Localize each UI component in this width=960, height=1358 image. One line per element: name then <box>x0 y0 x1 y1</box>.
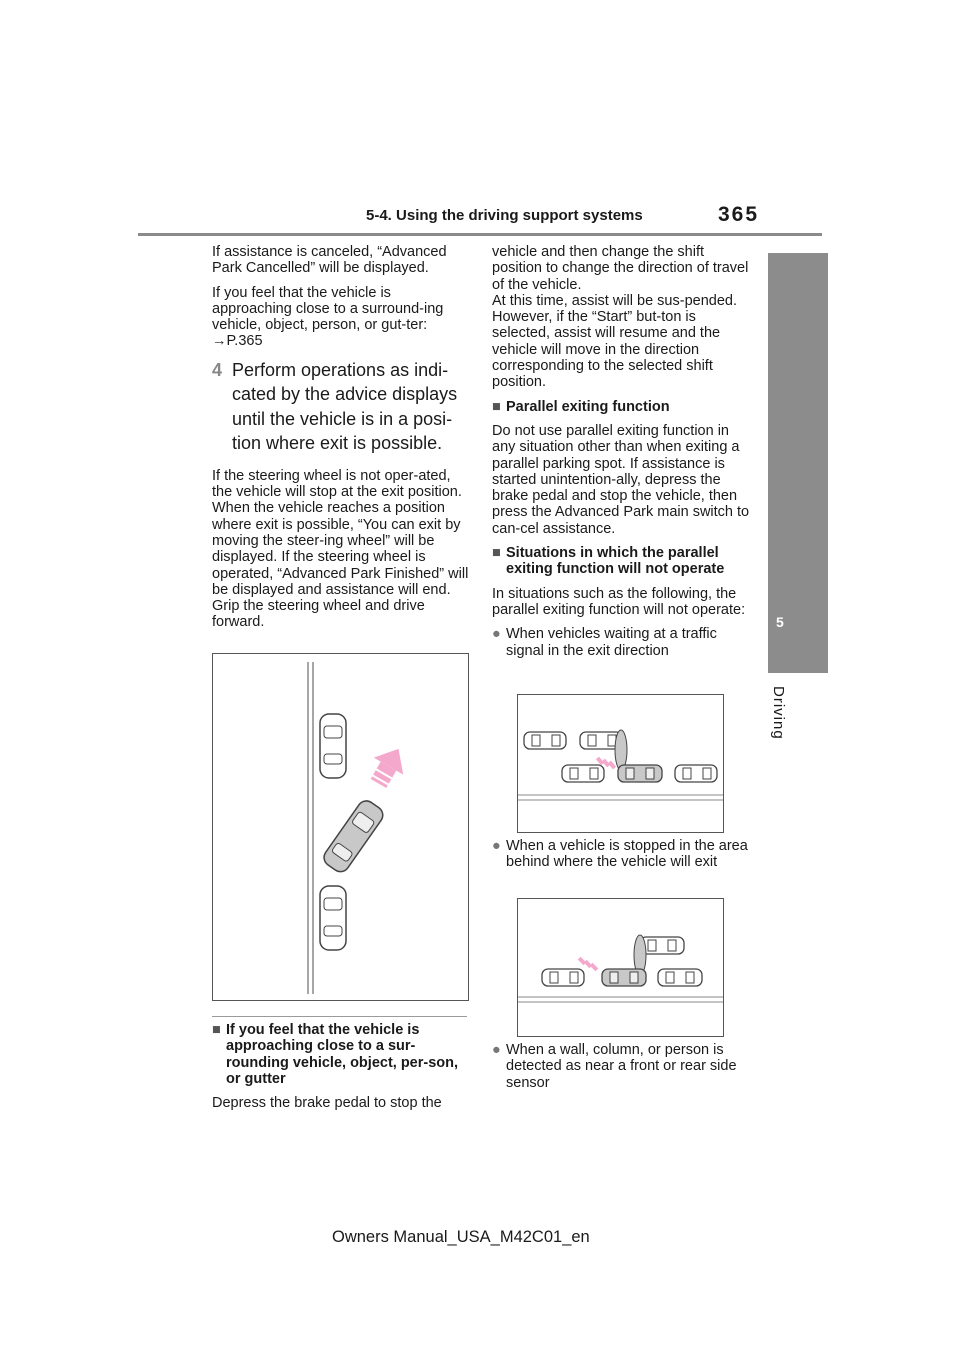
step-text: Perform operations as indi-cated by the advice displays until the vehicle is in a posi-tion where exit is possible. <box>232 359 458 454</box>
paragraph-shift: vehicle and then change the shift position to change the direction of travel of the vehicle. <box>492 244 749 293</box>
right-column-mid <box>492 838 750 879</box>
right-column-lower <box>492 1042 750 1099</box>
square-bullet-icon: ■ <box>212 1022 221 1038</box>
chapter-tab <box>768 253 828 673</box>
waiting-car <box>524 732 566 749</box>
list-item-text: When a vehicle is stopped in the area behind where the vehicle will exit <box>506 838 748 871</box>
sensor-area <box>615 730 627 770</box>
parked-car <box>675 765 717 782</box>
paragraph-brake: Depress the brake pedal to stop the <box>212 1095 442 1112</box>
step-number: 4 <box>212 359 223 380</box>
header-divider <box>138 233 822 236</box>
section-heading-parallel-exit <box>492 399 750 415</box>
parked-car <box>542 969 584 986</box>
list-item-text: When a wall, column, or person is detected as near a front or rear side sensor <box>506 1042 737 1091</box>
round-bullet-icon: ● <box>492 838 501 854</box>
square-bullet-icon: ■ <box>492 545 501 562</box>
list-item-text: When vehicles waiting at a traffic signal in the exit direction <box>506 626 717 659</box>
square-bullet-icon: ■ <box>492 398 501 415</box>
exiting-car <box>618 765 662 782</box>
page-reference-link[interactable]: P.365 <box>226 333 263 350</box>
paragraph-canceled: If assistance is canceled, “Advanced Park Cancelled” will be displayed. <box>212 244 447 277</box>
direction-arrow-icon <box>364 740 413 792</box>
section-heading-text: Parallel exiting function <box>506 398 670 415</box>
parked-car-front <box>320 714 346 778</box>
parked-car-rear <box>320 886 346 950</box>
left-column-lower <box>212 1020 470 1119</box>
paragraph-approaching-text: If you feel that the vehicle is approaching close to a surround-ing vehicle, object, person, or gut-ter: <box>212 284 444 334</box>
exiting-car <box>321 797 387 875</box>
chapter-label: Driving <box>770 686 787 740</box>
list-item <box>492 626 750 659</box>
paragraph-approaching <box>212 285 470 350</box>
stopped-car <box>640 937 684 954</box>
chapter-number: 5 <box>776 614 784 630</box>
paragraph-parallel-exit: Do not use parallel exiting function in any situation other than when exiting a parallel parking spot. If assistance is started unintention-ally, depress the brake pedal and stop the vehicle, then press the Advanced Park main switch to can-cel assistance. <box>492 422 750 537</box>
round-bullet-icon: ● <box>492 1042 501 1058</box>
traffic-signal-diagram-svg <box>518 695 723 832</box>
left-column <box>212 244 470 639</box>
section-heading-not-operate <box>492 545 750 578</box>
exiting-car <box>602 969 646 986</box>
section-divider-left <box>212 1016 467 1017</box>
stopped-vehicle-diagram <box>517 898 724 1037</box>
section-title: 5-4. Using the driving support systems <box>366 207 643 224</box>
arrow-icon: → <box>212 333 227 350</box>
section-heading-text: Situations in which the parallel exiting function will not operate <box>506 545 725 578</box>
stopped-vehicle-diagram-svg <box>518 899 723 1036</box>
section-heading-approaching <box>212 1022 470 1087</box>
footer-text: Owners Manual_USA_M42C01_en <box>332 1228 590 1246</box>
step-4 <box>212 358 470 456</box>
list-item <box>492 838 750 871</box>
parked-car <box>562 765 604 782</box>
traffic-signal-diagram <box>517 694 724 833</box>
paragraph-situations: In situations such as the following, the parallel exiting function will not operate: <box>492 585 746 618</box>
list-item <box>492 1042 750 1091</box>
page-number: 365 <box>718 203 760 226</box>
paragraph-steering: If the steering wheel is not oper-ated, the vehicle will stop at the exit position. When the vehicle reaches a position where exit is possible, “You can exit by moving the steer-ing wheel” will be displayed. If the steering wheel is operated, “Advanced Park Finished” will be displayed and assistance will end. Grip the steering wheel and drive forward. <box>212 467 469 631</box>
exit-diagram <box>212 653 469 1001</box>
section-heading-text: If you feel that the vehicle is approaching close to a sur-rounding vehicle, object, per-son, or gutter <box>226 1022 459 1087</box>
round-bullet-icon: ● <box>492 626 501 643</box>
paragraph-assist-suspended: At this time, assist will be sus-pended. However, if the “Start” but-ton is selected, assist will resume and the vehicle will move in the direction corresponding to the selected shift position. <box>492 292 737 391</box>
parked-car <box>658 969 702 986</box>
exit-diagram-svg <box>213 654 468 1000</box>
right-column <box>492 244 750 667</box>
